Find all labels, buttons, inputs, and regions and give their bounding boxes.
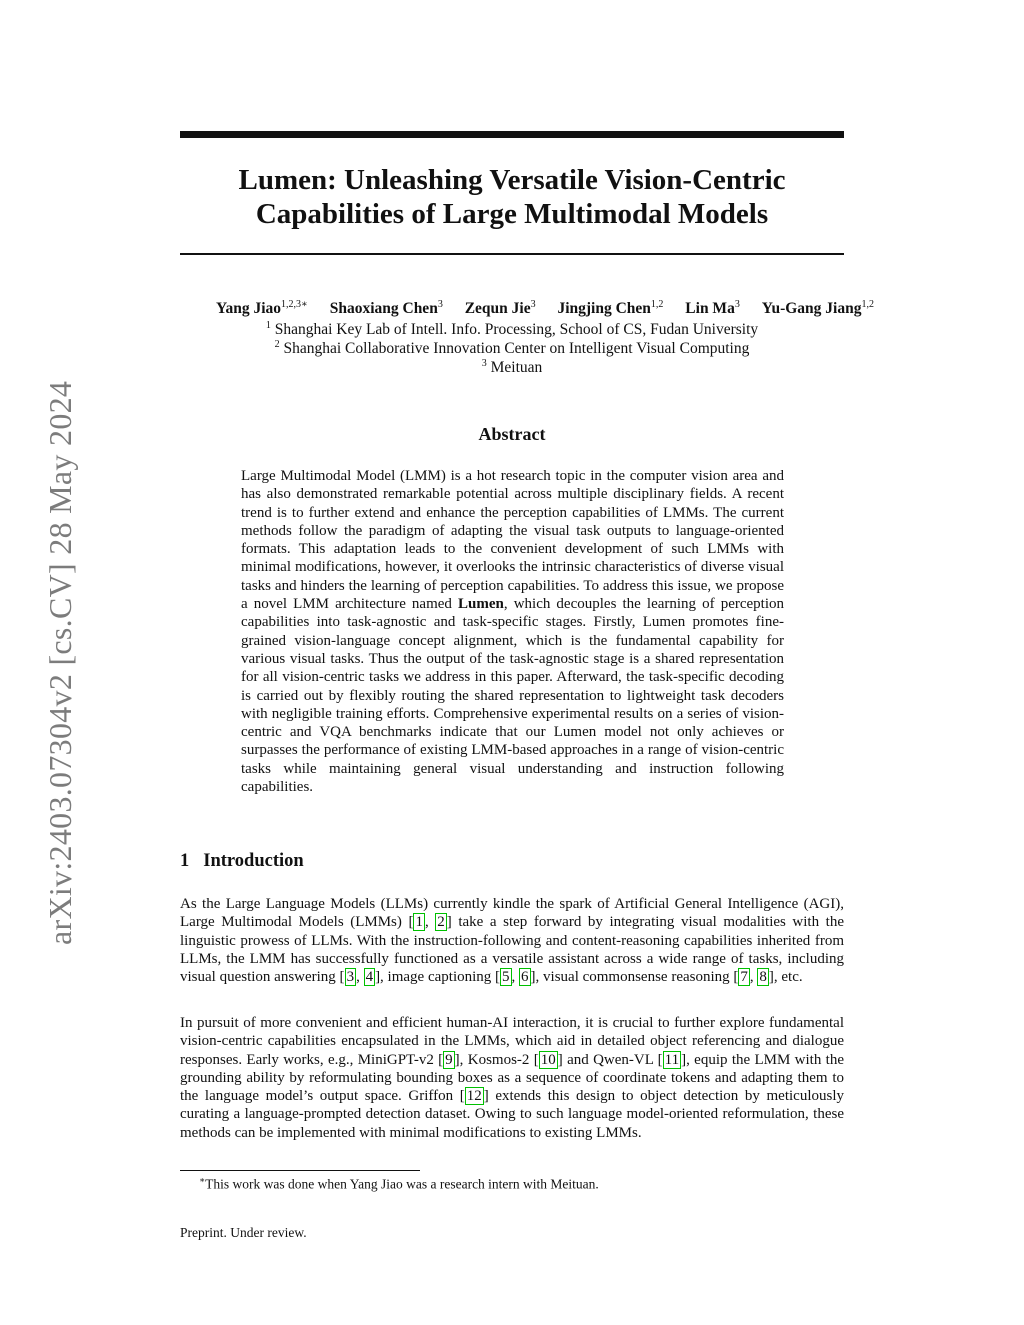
intro-paragraph-1: As the Large Language Models (LLMs) currently kindle the spark of Artificial General Intelligence (AGI), Large Multimodal Models (LMMs) [ 1 , 2 ] take a step forward by integrating visual modalities with the linguistic prowess of LLMs. With the instruction-following and content-reasoning capabilities inherited from LLMs, the LMM has successfully functioned as a versatile assistant across a wide range of tasks, including visual question answering [ 3 , 4 ], image captioning [ 5 , 6 ], visual commonsense reasoning [ 7 , 8 ], etc. [180,896,844,986]
author: Shaoxiang Chen$^3$ [329,299,443,318]
author: Yu-Gang Jiang$^{1,2}$ [761,299,874,318]
section-heading-introduction: 1 Introduction [180,851,304,871]
title-line-2: Capabilities of Large Multimodal Models [255,198,769,230]
author: Lin Ma$^3$ [685,299,740,318]
arxiv-side-stamp: arXiv:2403.07304v2 [cs.CV] 28 May 2024 [42,380,78,945]
intro-paragraph-2: In pursuit of more convenient and efficient human-AI interaction, it is crucial to further explore fundamental vision-centric capabilities encapsulated in the LMMs, which aid in detailed object referencing and dialogue responses. Early works, e.g., MiniGPT-v2 [ 9 ], Kosmos-2 [ 10 ] and Qwen-VL [ 11 ], equip the LMM with the grounding ability by reformulating bounding boxes as a sequence of coordinate tokens and adapting them to the language model’s output space. Griffon [ 12 ] extends this design to object detection by meticulously curating a language-prompted detection dataset. Owing to such language model-oriented reformulation, these methods can be implemented with minimal modifications to existing LMMs. [180,1015,845,1141]
citation-link[interactable]: 1 [415,914,423,931]
citation-link[interactable]: 3 [346,969,355,986]
affiliation: $^3$ Meituan [481,358,543,377]
title-line-1: Lumen: Unleashing Versatile Vision-Centric [238,164,786,196]
author-list [150,299,940,318]
title-top-rule [180,131,844,138]
citation-link[interactable]: 7 [740,969,748,986]
title-bottom-rule [180,253,844,255]
citation-link[interactable]: 9 [445,1051,453,1068]
footnote: ∗This work was done when Yang Jiao was a research intern with Meituan. [199,1175,599,1192]
footnote-rule [180,1170,420,1171]
page-footer: Preprint. Under review. [180,1225,307,1240]
citation-link[interactable]: 10 [540,1051,556,1068]
citation-link[interactable]: 12 [466,1088,482,1105]
paper-title [180,163,844,231]
citation-link[interactable]: 6 [521,969,529,986]
author: Jingjing Chen$^{1,2}$ [557,299,664,318]
citation-link[interactable]: 8 [759,969,767,986]
affiliation: $^2$ Shanghai Collaborative Innovation Center on Intelligent Visual Computing [274,339,750,358]
author: Zequn Jie$^3$ [464,299,536,318]
citation-link[interactable]: 2 [437,914,445,931]
citation-link[interactable]: 11 [664,1051,680,1068]
abstract-heading: Abstract [478,424,546,444]
citation-link[interactable]: 4 [365,969,374,986]
model-name: Lumen [458,596,504,613]
abstract-body: Large Multimodal Model (LMM) is a hot research topic in the computer vision area and has also demonstrated remarkable potential across multiple disciplinary fields. A recent trend is to further extend and enhance the perception capabilities of LMMs. The current methods follow the paradigm of adapting the visual task outputs to language-oriented formats. This adaptation leads to the convenient development of such LMMs with minimal modifications, however, it overlooks the intrinsic characteristics of diverse visual tasks and hinders the learning of perception capabilities. To address this issue, we propose a novel LMM architecture named Lumen, which decouples the learning of perception capabilities into task-agnostic and task-specific stages. Firstly, Lumen promotes fine-grained vision-language concept alignment, which is the fundamental capability for various visual tasks. Thus the output of the task-agnostic stage is a shared representation for all vision-centric tasks we address in this paper. Afterward, the task-specific decoding is carried out by flexibly routing the shared representation to lightweight task decoders with negligible training efforts. Comprehensive experimental results on a series of vision-centric and VQA benchmarks indicate that our Lumen model not only achieves or surpasses the performance of existing LMM-based approaches in a range of vision-centric tasks while maintaining general visual understanding and instruction following capabilities. [241,468,785,796]
citation-link[interactable]: 5 [502,969,510,986]
affiliation: $^1$ Shanghai Key Lab of Intell. Info. Processing, School of CS, Fudan University [265,320,759,339]
author: Yang Jiao$^{1,2,3∗}$ [216,299,308,318]
